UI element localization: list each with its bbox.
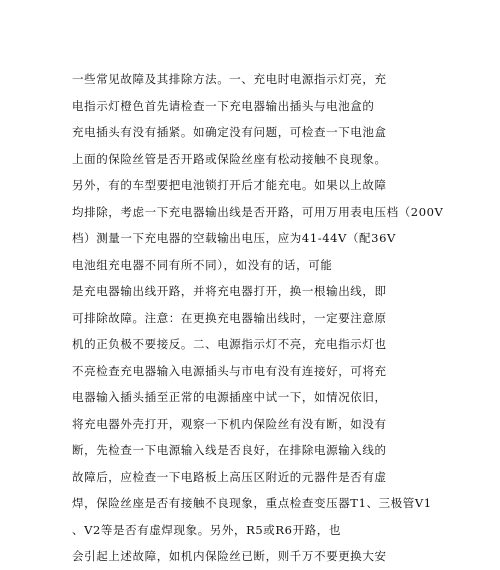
body-text [72, 66, 442, 570]
text-line: 将充电器外壳打开，观察一下机内保险丝有没有断，如没有 [72, 416, 387, 431]
text-line: 断，先检查一下电源输入线是否良好，在排除电源输入线的 [72, 443, 387, 457]
text-line: 另外，有的车型要把电池锁打开后才能充电。如果以上故障 [72, 178, 387, 192]
text-line: 上面的保险丝管是否开路或保险丝座有松动接触不良现象。 [72, 151, 387, 166]
text-line: 电池组充电器不同有所不同），如没有的话，可能 [72, 257, 333, 272]
text-line: 档）测量一下充电器的空载输出电压，应为41-44V（配36V [72, 231, 396, 245]
text-line: 均排除，考虑一下充电器输出线是否开路，可用万用表电压档（200V [72, 204, 444, 219]
text-line: 可排除故障。注意：在更换充电器输出线时，一定要注意原 [72, 310, 387, 325]
text-line: 、V2等是否有虚焊现象。另外，R5或R6开路，也 [72, 522, 341, 537]
text-line: 焊，保险丝座是否有接触不良现象，重点检查变压器T1、三极管V1 [72, 496, 432, 510]
text-line: 机的正负极不要接反。二、电源指示灯不亮，充电指示灯也 [72, 337, 387, 351]
text-line: 故障后，应检查一下电路板上高压区附近的元器件是否有虚 [72, 469, 387, 484]
text-line: 一些常见故障及其排除方法。一、充电时电源指示灯亮，充 [72, 72, 387, 86]
text-line: 充电插头有没有插紧。如确定没有问题，可检查一下电池盒 [72, 125, 387, 139]
text-line: 不亮检查充电器输入电源插头与市电有没有连接好，可将充 [72, 363, 387, 378]
text-line: 会引起上述故障，如机内保险丝已断，则千万不要更换大安 [72, 549, 387, 563]
text-line: 是充电器输出线开路，并将充电器打开，换一根输出线，即 [72, 284, 387, 298]
text-line: 电器输入插头插至正常的电源插座中试一下，如情况依旧， [72, 390, 387, 404]
text-line: 电指示灯橙色首先请检查一下充电器输出插头与电池盒的 [72, 98, 375, 113]
